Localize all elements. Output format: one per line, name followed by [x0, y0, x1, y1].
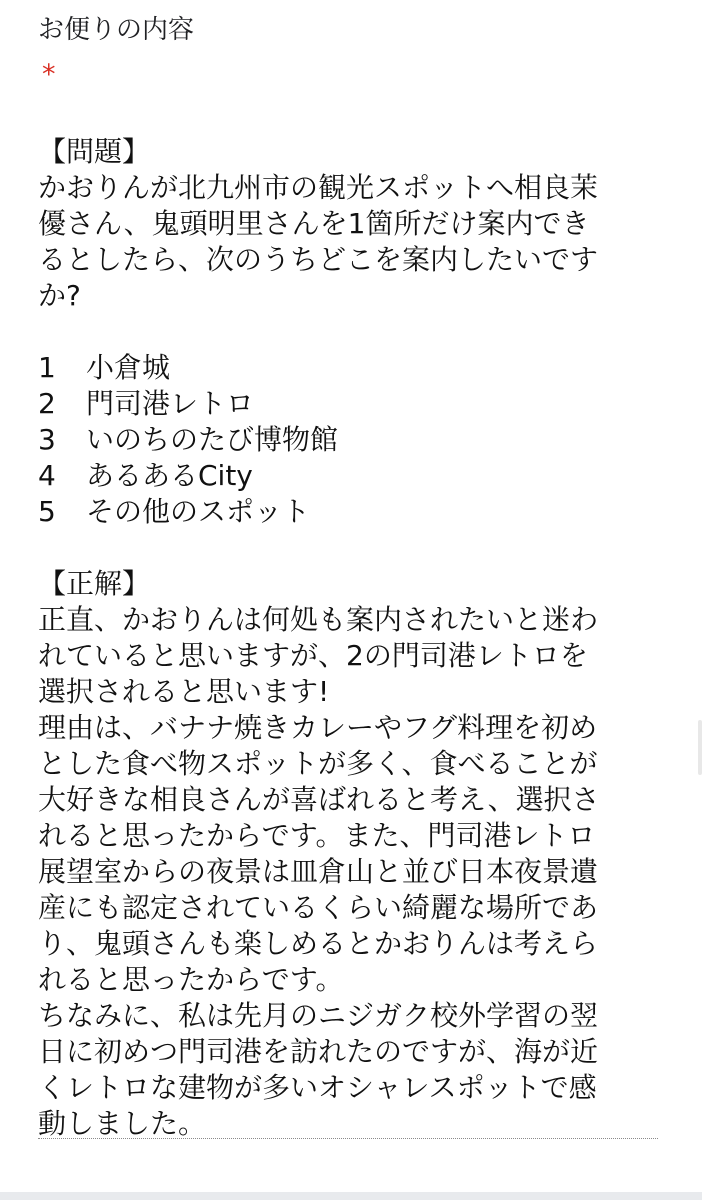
field-label: お便りの内容 — [38, 15, 195, 45]
answer-line: れると思ったからです。 — [38, 963, 344, 996]
option-item — [38, 494, 678, 530]
option-item — [38, 350, 678, 386]
option-number: 3 — [38, 423, 56, 456]
blank-line — [38, 314, 678, 350]
answer-line: れていると思いますが、2の門司港レトロを — [38, 639, 588, 672]
blank-line — [38, 530, 678, 566]
required-asterisk: * — [42, 59, 56, 90]
response-textarea[interactable] — [38, 134, 678, 1144]
answer-line: 展望室からの夜景は皿倉山と並び日本夜景遺 — [38, 855, 599, 888]
answer-line: ちなみに、私は先月のニジガク校外学習の翌 — [38, 999, 599, 1032]
option-item — [38, 422, 678, 458]
option-item — [38, 386, 678, 422]
answer-line: り、鬼頭さんも楽しめるとかおりんは考えら — [38, 927, 599, 960]
option-label: 小倉城 — [86, 351, 171, 384]
option-label: いのちのたび博物館 — [86, 423, 339, 456]
answer-line: くレトロな建物が多いオシャレスポットで感 — [38, 1071, 597, 1104]
answer-line: 日に初めつ門司港を訪れたのですが、海が近 — [38, 1035, 599, 1068]
option-item — [38, 458, 678, 494]
answer-line: れると思ったからです。また、門司港レトロ — [38, 819, 596, 852]
option-label: あるあるCity — [86, 459, 253, 492]
answer-line: 選択されると思います! — [38, 675, 330, 708]
scrollbar-thumb[interactable] — [698, 720, 702, 775]
question-line: かおりんが北九州市の観光スポットへ相良茉 — [38, 171, 599, 204]
answer-line: 理由は、バナナ焼きカレーやフグ料理を初め — [38, 711, 598, 744]
question-line: か? — [38, 279, 81, 312]
option-number: 2 — [38, 387, 56, 420]
option-number: 4 — [38, 459, 56, 492]
question-line: 優さん、鬼頭明里さんを1箇所だけ案内でき — [38, 207, 590, 240]
answer-line: とした食べ物スポットが多く、食べることが — [38, 747, 598, 780]
option-number: 1 — [38, 351, 56, 384]
question-heading: 【問題】 — [38, 135, 151, 168]
answer-heading: 【正解】 — [38, 567, 151, 600]
option-number: 5 — [38, 495, 56, 528]
answer-line: 正直、かおりんは何処も案内されたいと迷わ — [38, 603, 599, 636]
field-underline — [38, 1138, 658, 1139]
option-label: その他のスポット — [86, 495, 311, 528]
option-label: 門司港レトロ — [86, 387, 255, 420]
answer-line: 大好きな相良さんが喜ばれると考え、選択さ — [38, 783, 600, 816]
question-line: るとしたら、次のうちどこを案内したいです — [38, 243, 599, 276]
answer-line: 動しました。 — [38, 1107, 207, 1140]
bottom-edge — [0, 1192, 702, 1200]
answer-line: 産にも認定されているくらい綺麗な場所であ — [38, 891, 599, 924]
